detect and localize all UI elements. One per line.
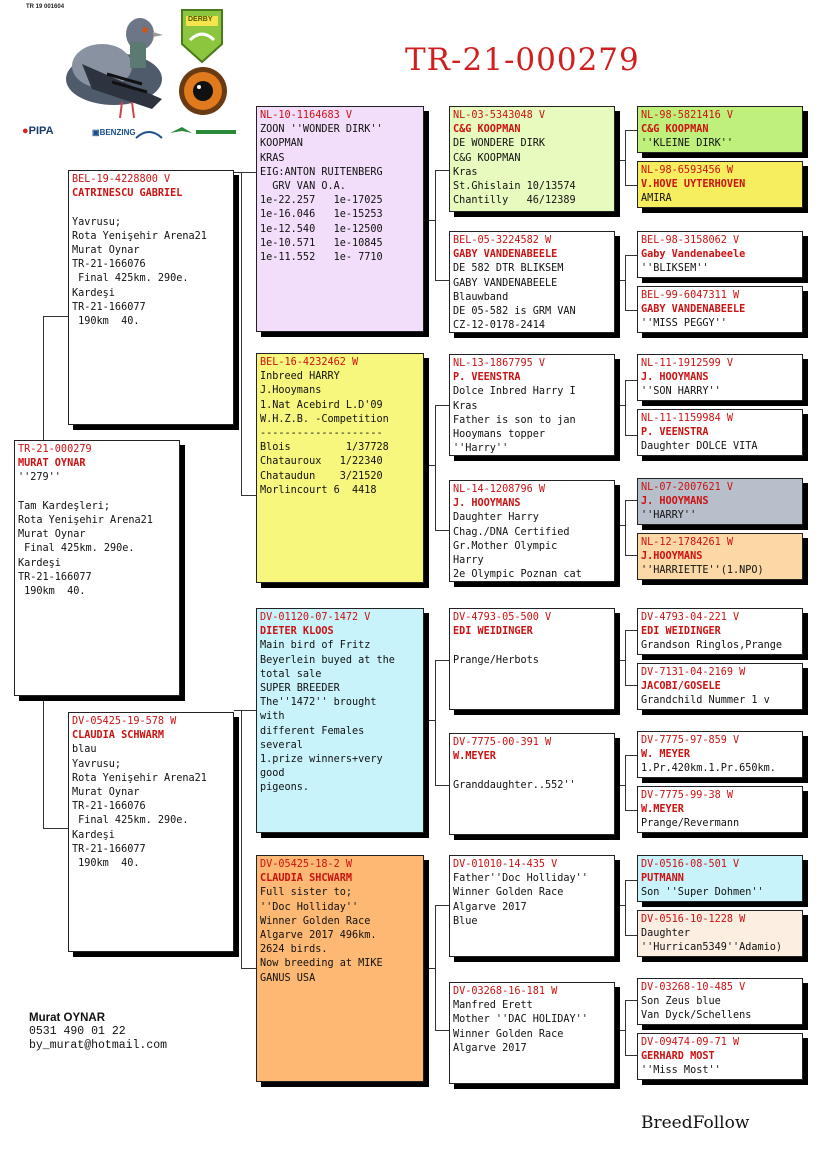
pedigree-line: W.H.Z.B. -Competition bbox=[260, 413, 389, 425]
pedigree-line: J.Hooymans bbox=[260, 385, 322, 397]
ring-number: DV-4793-04-221 V bbox=[641, 612, 740, 623]
pedigree-line: Chantilly 46/12389 bbox=[453, 195, 576, 207]
pedigree-line: Kardeşi bbox=[72, 287, 115, 299]
pedigree-line: Yavrusu; bbox=[72, 216, 122, 228]
pedigree-line: 190km 40. bbox=[72, 858, 140, 870]
pedigree-line: 1e-10.571 1e-10845 bbox=[260, 237, 383, 249]
pedigree-line: Full sister to; bbox=[260, 887, 353, 899]
pedigree-line: good bbox=[260, 768, 285, 780]
pedigree-line: ''279'' bbox=[18, 472, 61, 484]
pedigree-line: Prange/Herbots bbox=[453, 654, 539, 666]
pedigree-line: total sale bbox=[260, 668, 322, 680]
pedigree-line: Final 425km. 290e. bbox=[18, 543, 135, 555]
ring-number: NL-11-1159984 W bbox=[641, 413, 734, 424]
pedigree-line: Dolce Inbred Harry I bbox=[453, 386, 576, 398]
ring-number: BEL-05-3224582 W bbox=[453, 235, 552, 246]
pedigree-line: TR-21-166077 bbox=[72, 301, 146, 313]
pedigree-line: AMIRA bbox=[641, 193, 672, 205]
pedigree-line: Granddaughter..552'' bbox=[453, 779, 576, 791]
pedigree-box-s10 bbox=[637, 663, 803, 710]
owner-name: C&G KOOPMAN bbox=[453, 124, 521, 136]
pedigree-line: Murat Oynar bbox=[72, 245, 140, 256]
pedigree-line: Van Dyck/Schellens bbox=[641, 1010, 752, 1022]
pedigree-line: Daughter Harry bbox=[453, 512, 539, 524]
pedigree-line: Mother ''DAC HOLIDAY'' bbox=[453, 1014, 588, 1026]
pedigree-line: 2624 birds. bbox=[260, 944, 328, 956]
pedigree-line: 1e-12.540 1e-12500 bbox=[260, 223, 383, 235]
sponsor-benzing-logo: ▣BENZING bbox=[92, 128, 136, 137]
ring-number: BEL-19-4228800 V bbox=[72, 174, 171, 185]
sponsor-bird-logo bbox=[168, 124, 238, 138]
pigeon-photo bbox=[22, 4, 167, 122]
pedigree-box-dam bbox=[68, 712, 234, 952]
pedigree-box-ddd bbox=[449, 982, 615, 1084]
ring-number: DV-09474-09-71 W bbox=[641, 1037, 740, 1048]
pedigree-line: Daughter bbox=[641, 928, 691, 940]
pedigree-line: Yavrusu; bbox=[72, 758, 122, 770]
pedigree-line: Father''Doc Holliday'' bbox=[453, 873, 588, 885]
ring-number: NL-14-1208796 W bbox=[453, 484, 546, 495]
pedigree-line: St.Ghislain 10/13574 bbox=[453, 181, 576, 193]
owner-name: W.MEYER bbox=[641, 804, 684, 816]
pedigree-line: Now breeding at MIKE bbox=[260, 958, 383, 970]
owner-name: GERHARD MOST bbox=[641, 1051, 715, 1063]
pedigree-box-s1 bbox=[637, 106, 803, 153]
pedigree-line: ''Miss Most'' bbox=[641, 1065, 721, 1077]
owner-name: MURAT OYNAR bbox=[18, 458, 86, 470]
pedigree-line bbox=[18, 486, 176, 500]
pedigree-box-s15 bbox=[637, 978, 803, 1025]
pedigree-line: SUPER BREEDER bbox=[260, 683, 340, 695]
pedigree-line: ''Harry'' bbox=[453, 443, 509, 455]
pedigree-line: TR-21-166076 bbox=[72, 259, 146, 271]
pedigree-line: Rota Yenişehir Arena21 bbox=[72, 772, 207, 784]
pedigree-line: several bbox=[260, 739, 303, 751]
ring-number: BEL-98-3158062 V bbox=[641, 235, 740, 246]
pedigree-line: Blois 1/37728 bbox=[260, 442, 389, 454]
pedigree-box-s2 bbox=[637, 161, 803, 208]
ring-number: NL-12-1784261 W bbox=[641, 537, 734, 548]
pedigree-line: different Females bbox=[260, 725, 365, 737]
pedigree-box-sds bbox=[449, 354, 615, 456]
sponsor-pipa-logo: ●PIPA bbox=[22, 125, 54, 137]
pedigree-line bbox=[453, 639, 611, 653]
owner-name: J. HOOYMANS bbox=[641, 496, 709, 508]
pedigree-line: Grandchild Nummer 1 v bbox=[641, 695, 770, 707]
pedigree-line: DE 582 DTR BLIKSEM bbox=[453, 263, 564, 275]
ring-number: NL-11-1912599 V bbox=[641, 358, 734, 369]
pedigree-line: KOOPMAN bbox=[260, 138, 303, 150]
pedigree-line: pigeons. bbox=[260, 782, 310, 794]
pedigree-line: Kardeşi bbox=[18, 557, 61, 569]
pedigree-line: Kardeşi bbox=[72, 829, 115, 841]
pedigree-line: with bbox=[260, 711, 285, 723]
pedigree-line: Algarve 2017 496km. bbox=[260, 930, 377, 942]
pedigree-box-s11 bbox=[637, 731, 803, 778]
pedigree-box-sire-sire bbox=[256, 106, 424, 332]
pedigree-line: ''HARRY'' bbox=[641, 510, 697, 522]
pedigree-line: TR-21-166076 bbox=[72, 801, 146, 813]
pedigree-box-ssd bbox=[449, 231, 615, 333]
pedigree-line: KRAS bbox=[260, 152, 285, 164]
owner-name: J. HOOYMANS bbox=[453, 498, 521, 510]
ring-number: TR-21-000279 bbox=[18, 444, 92, 455]
ring-number: DV-03268-10-485 V bbox=[641, 982, 746, 993]
ring-number: DV-0516-10-1228 W bbox=[641, 914, 746, 925]
ring-number: DV-4793-05-500 V bbox=[453, 612, 552, 623]
pedigree-line: Chatauroux 1/22340 bbox=[260, 456, 383, 468]
pedigree-line: CZ-12-0178-2414 bbox=[453, 320, 546, 332]
pedigree-line: Final 425km. 290e. bbox=[72, 815, 189, 827]
pedigree-line: ''SON HARRY'' bbox=[641, 386, 721, 398]
pedigree-line: Gr.Mother Olympic bbox=[453, 540, 558, 552]
pedigree-line: ''MISS PEGGY'' bbox=[641, 318, 727, 330]
pedigree-line: Main bird of Fritz bbox=[260, 640, 371, 652]
pedigree-box-s6 bbox=[637, 409, 803, 456]
pedigree-line bbox=[453, 764, 611, 778]
contact-block bbox=[29, 1011, 167, 1053]
pedigree-line: Winner Golden Race bbox=[453, 887, 564, 899]
owner-name: W.MEYER bbox=[453, 751, 496, 763]
owner-name: Gaby Vandenabeele bbox=[641, 249, 746, 261]
pedigree-line: GRV VAN O.A. bbox=[260, 181, 346, 193]
owner-name: GABY VANDENABEELE bbox=[453, 249, 558, 261]
pedigree-line: Morlincourt 6 4418 bbox=[260, 484, 377, 496]
pedigree-box-sire-dam bbox=[256, 353, 424, 583]
pedigree-line: Beyerlein buyed at the bbox=[260, 654, 395, 666]
pedigree-line: DE WONDERE DIRK bbox=[453, 138, 546, 150]
pedigree-box-sire bbox=[68, 170, 234, 425]
pedigree-line: Rota Yenişehir Arena21 bbox=[18, 515, 153, 526]
ring-number: NL-98-5821416 V bbox=[641, 110, 734, 121]
pedigree-box-dsd bbox=[449, 733, 615, 835]
photo-caption: TR 19 001604 bbox=[26, 4, 65, 10]
pedigree-line: Chataudun 3/21520 bbox=[260, 470, 383, 482]
pedigree-line bbox=[72, 201, 230, 215]
pigeon-eye-icon bbox=[178, 66, 228, 116]
pedigree-line: 190km 40. bbox=[18, 586, 86, 598]
pedigree-line: Algarve 2017 bbox=[453, 1042, 527, 1054]
pedigree-box-dam-sire bbox=[256, 608, 424, 833]
pedigree-line: 1.Pr.420km.1.Pr.650km. bbox=[641, 763, 776, 775]
pedigree-line: ''KLEINE DIRK'' bbox=[641, 138, 734, 150]
pedigree-line: TR-21-166077 bbox=[72, 843, 146, 855]
pedigree-line: Kras bbox=[453, 166, 478, 178]
owner-name: P. VEENSTRA bbox=[641, 427, 709, 439]
pedigree-line: Son Zeus blue bbox=[641, 996, 721, 1008]
pedigree-line: Murat Oynar bbox=[18, 529, 86, 541]
ring-number: BEL-99-6047311 W bbox=[641, 290, 740, 301]
pedigree-box-s9 bbox=[637, 608, 803, 655]
pedigree-line: Algarve 2017 bbox=[453, 901, 527, 913]
contact-phone: 0531 490 01 22 bbox=[29, 1025, 126, 1038]
pedigree-line: GANUS USA bbox=[260, 972, 316, 984]
ring-number: DV-7775-00-391 W bbox=[453, 737, 552, 748]
contact-name: Murat OYNAR bbox=[29, 1012, 106, 1024]
ring-number: DV-7775-97-859 V bbox=[641, 735, 740, 746]
pedigree-line: ''HARRIETTE''(1.NPO) bbox=[641, 565, 764, 577]
pedigree-line: Tam Kardeşleri; bbox=[18, 500, 111, 512]
owner-name: EDI WEIDINGER bbox=[453, 626, 533, 638]
pedigree-box-sss bbox=[449, 106, 615, 212]
pedigree-box-s13 bbox=[637, 855, 803, 902]
pedigree-box-s7 bbox=[637, 478, 803, 525]
owner-name: W. MEYER bbox=[641, 749, 691, 761]
ring-number: DV-0516-08-501 V bbox=[641, 859, 740, 870]
ring-number: NL-03-5343048 V bbox=[453, 110, 546, 121]
owner-name: CATRINESCU GABRIEL bbox=[72, 188, 183, 200]
ring-number: NL-98-6593456 W bbox=[641, 165, 734, 176]
brand-footer: BreedFollow bbox=[641, 1113, 750, 1133]
pedigree-box-dds bbox=[449, 855, 615, 957]
pedigree-line: The''1472'' brought bbox=[260, 697, 377, 709]
pedigree-line: 190km 40. bbox=[72, 316, 140, 328]
pedigree-box-subject bbox=[14, 440, 180, 696]
ring-number: DV-7131-04-2169 W bbox=[641, 667, 746, 678]
page-title: TR-21-000279 bbox=[405, 42, 640, 78]
owner-name: GABY VANDENABEELE bbox=[641, 304, 746, 316]
pedigree-line: Daughter DOLCE VITA bbox=[641, 441, 758, 453]
pedigree-line: Hooymans topper bbox=[453, 429, 546, 441]
owner-name: PUTMANN bbox=[641, 873, 684, 885]
pedigree-line: ZOON ''WONDER DIRK'' bbox=[260, 124, 383, 136]
ring-number: NL-10-1164683 V bbox=[260, 110, 353, 121]
contact-email[interactable]: by_murat@hotmail.com bbox=[29, 1039, 168, 1052]
pedigree-line: GABY VANDENABEELE bbox=[453, 277, 558, 289]
ring-number: NL-13-1867795 V bbox=[453, 358, 546, 369]
pedigree-line: DE 05-582 is GRM VAN bbox=[453, 306, 576, 318]
pedigree-box-s3 bbox=[637, 231, 803, 278]
pedigree-line: Harry bbox=[453, 555, 484, 567]
pedigree-box-s4 bbox=[637, 286, 803, 333]
pedigree-line: TR-21-166077 bbox=[18, 571, 92, 583]
pedigree-line: 2e Olympic Poznan cat bbox=[453, 569, 582, 581]
pedigree-line: Manfred Erett bbox=[453, 1000, 533, 1012]
pedigree-line: 1e-11.552 1e- 7710 bbox=[260, 252, 383, 264]
pedigree-line: ''Doc Holliday'' bbox=[260, 901, 359, 913]
owner-name: JACOBI/GOSELE bbox=[641, 681, 721, 693]
pedigree-line: 1e-16.046 1e-15253 bbox=[260, 209, 383, 221]
ring-number: NL-07-2007621 V bbox=[641, 482, 734, 493]
owner-name: DIETER KLOOS bbox=[260, 626, 334, 638]
pedigree-line: 1.prize winners+very bbox=[260, 754, 383, 766]
pedigree-box-s12 bbox=[637, 786, 803, 833]
pedigree-box-s14 bbox=[637, 910, 803, 957]
pedigree-line: Winner Golden Race bbox=[260, 915, 371, 927]
owner-name: CLAUDIA SCHWARM bbox=[72, 730, 165, 742]
pedigree-line: Inbreed HARRY bbox=[260, 371, 340, 383]
owner-name: P. VEENSTRA bbox=[453, 372, 521, 384]
owner-name: J.HOOYMANS bbox=[641, 551, 703, 563]
pedigree-line: -------------------- bbox=[260, 428, 383, 440]
ring-number: DV-03268-16-181 W bbox=[453, 986, 558, 997]
pedigree-box-sdd bbox=[449, 480, 615, 582]
ring-number: DV-05425-19-578 W bbox=[72, 716, 177, 727]
pedigree-box-s5 bbox=[637, 354, 803, 401]
pedigree-line: Blue bbox=[453, 915, 478, 927]
pedigree-line: Final 425km. 290e. bbox=[72, 273, 189, 285]
pedigree-line: blau bbox=[72, 744, 97, 756]
pedigree-box-dss bbox=[449, 608, 615, 710]
pedigree-line: 1e-22.257 1e-17025 bbox=[260, 195, 383, 207]
pedigree-line: Winner Golden Race bbox=[453, 1028, 564, 1040]
ring-number: DV-7775-99-38 W bbox=[641, 790, 734, 801]
ring-number: DV-01120-07-1472 V bbox=[260, 612, 371, 623]
pedigree-line: Father is son to jan bbox=[453, 414, 576, 426]
ring-number: BEL-16-4232462 W bbox=[260, 357, 359, 368]
owner-name: C&G KOOPMAN bbox=[641, 124, 709, 136]
sponsor-third-logo bbox=[134, 125, 164, 137]
pedigree-line: Prange/Revermann bbox=[641, 818, 740, 830]
pedigree-line: Rota Yenişehir Arena21 bbox=[72, 230, 207, 242]
owner-name: CLAUDIA SHCWARM bbox=[260, 873, 353, 885]
pedigree-line: Kras bbox=[453, 400, 478, 412]
owner-name: EDI WEIDINGER bbox=[641, 626, 721, 638]
pedigree-line: Blauwband bbox=[453, 291, 509, 303]
owner-name: V.HOVE UYTERHOVEN bbox=[641, 179, 746, 191]
pedigree-line: Chag./DNA Certified bbox=[453, 526, 570, 538]
pedigree-line: ''Hurrican5349''Adamio) bbox=[641, 942, 783, 954]
pedigree-box-s16 bbox=[637, 1033, 803, 1080]
pedigree-box-dam-dam bbox=[256, 855, 424, 1082]
pedigree-line: ''BLIKSEM'' bbox=[641, 263, 709, 275]
ring-number: DV-05425-18-2 W bbox=[260, 859, 353, 870]
pedigree-line: 1.Nat Acebird L.D'09 bbox=[260, 399, 383, 411]
pedigree-line: Grandson Ringlos,Prange bbox=[641, 640, 783, 652]
owner-name: J. HOOYMANS bbox=[641, 372, 709, 384]
pedigree-box-s8 bbox=[637, 533, 803, 580]
pedigree-line: Son ''Super Dohmen'' bbox=[641, 887, 764, 899]
pedigree-line: EIG:ANTON RUITENBERG bbox=[260, 166, 383, 178]
derby-badge-label: DERBY bbox=[188, 16, 213, 23]
ring-number: DV-01010-14-435 V bbox=[453, 859, 558, 870]
pedigree-line: C&G KOOPMAN bbox=[453, 152, 521, 164]
pedigree-line: Murat Oynar bbox=[72, 787, 140, 799]
